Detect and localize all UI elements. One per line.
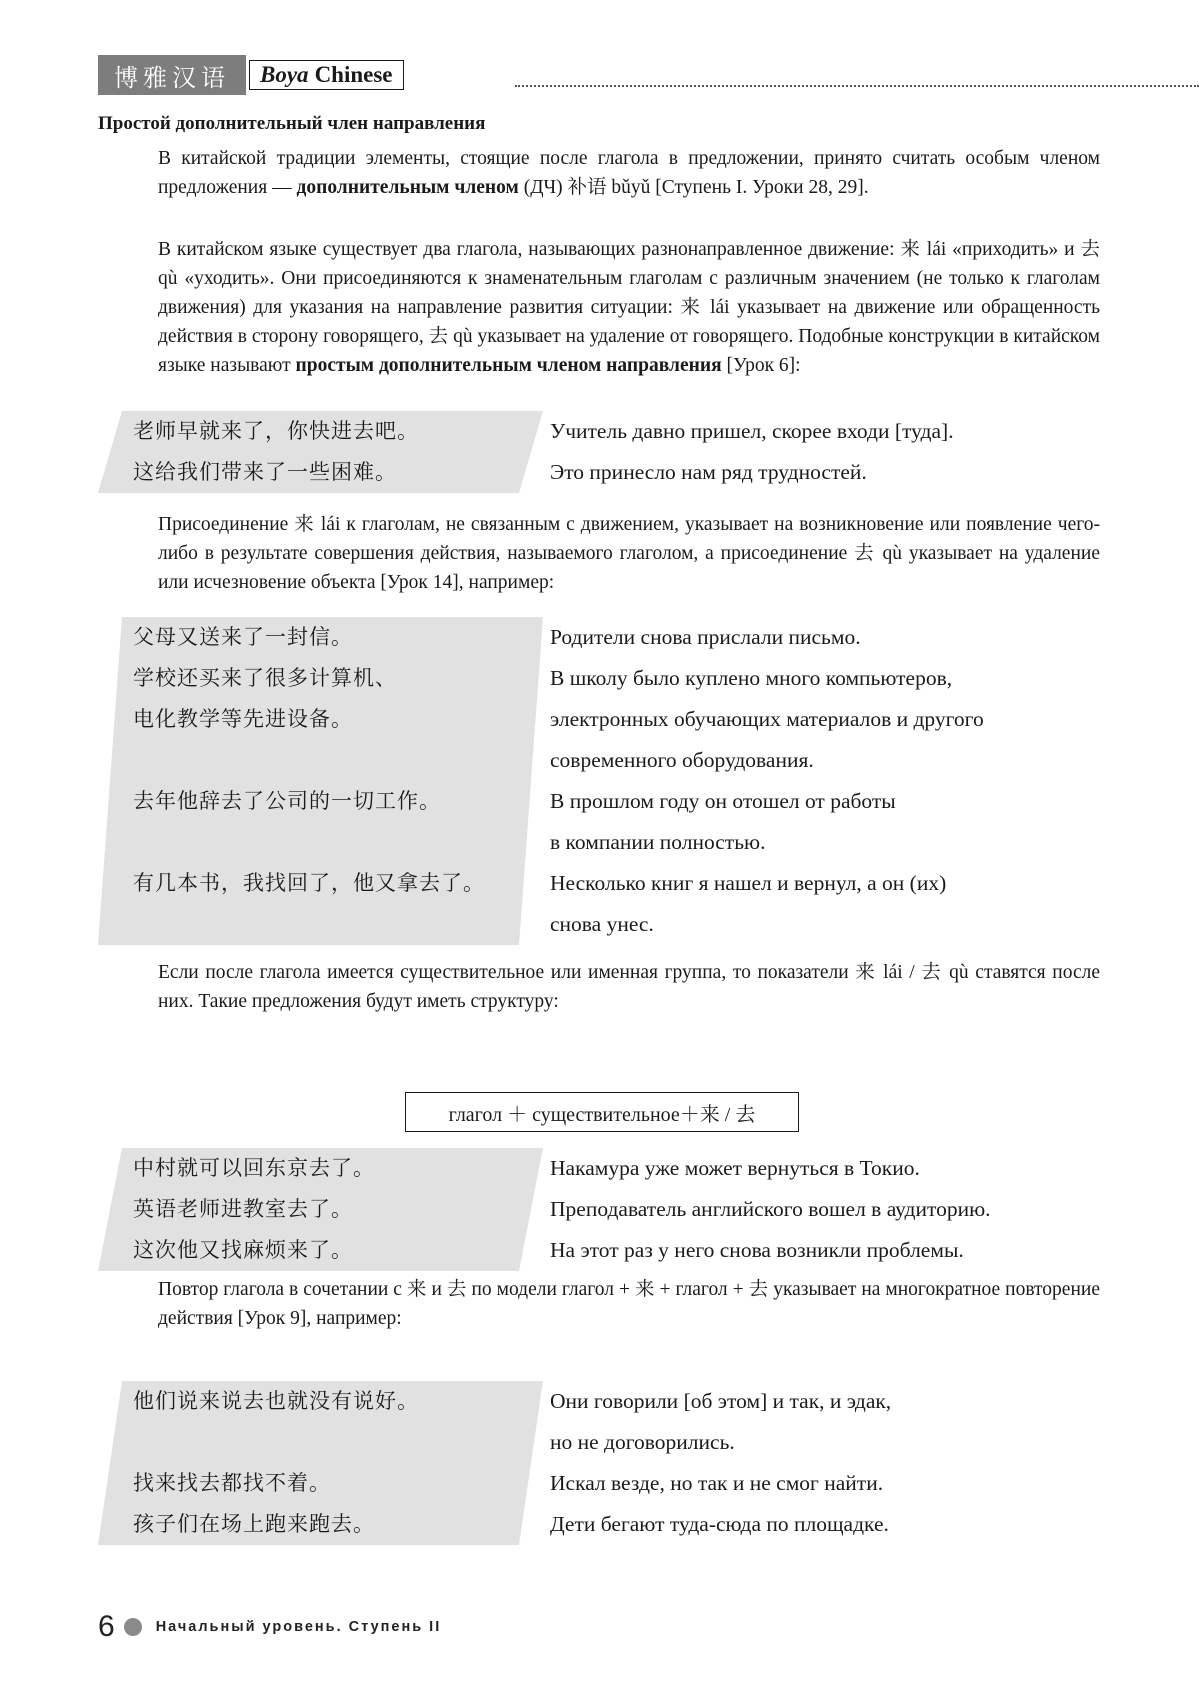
example-row: [98, 658, 1108, 781]
example-translation: [550, 1381, 1108, 1463]
translation-line: Учитель давно пришел, скорее входи [туда].: [550, 419, 954, 443]
example-row: [98, 411, 1108, 452]
example-block-1: [98, 411, 1108, 493]
translation-line: Искал везде, но так и не смог найти.: [550, 1471, 884, 1495]
example-translation: [550, 1504, 1108, 1545]
example-row: [98, 1463, 1108, 1504]
p1-text-2: (ДЧ) 补语 bǔyǔ [Ступень I. Уроки 28, 29].: [518, 177, 869, 198]
translation-line: Дети бегают туда-сюда по площадке.: [550, 1512, 889, 1536]
p1-text-1: В китайской традиции элементы, стоящие после глагола в предложении, принято считать особым членом предложения —: [158, 148, 1100, 198]
book-title-en: [249, 60, 404, 90]
example-chinese: 他们说来说去也就没有说好。: [133, 1389, 419, 1413]
example-translation: [550, 1189, 1108, 1230]
structure-formula: глагол ＋ существительное＋来 / 去: [405, 1092, 799, 1132]
example-translation: [550, 617, 1108, 658]
translation-line: но не договорились.: [550, 1430, 735, 1454]
example-row: [98, 1504, 1108, 1545]
example-translation: [550, 411, 1108, 452]
book-title-en-rest: Chinese: [314, 62, 393, 87]
example-translation: [550, 1230, 1108, 1271]
example-row: [98, 617, 1108, 658]
translation-line: На этот раз у него снова возникли проблемы.: [550, 1238, 964, 1262]
example-translation: [550, 781, 1108, 863]
p2-bold: простым дополнительным членом направления: [295, 355, 722, 376]
translation-line: Родители снова прислали письмо.: [550, 625, 861, 649]
example-chinese: 老师早就来了，你快进去吧。: [133, 419, 419, 443]
example-chinese: 这次他又找麻烦来了。: [133, 1238, 353, 1262]
p2-text-2: [Урок 6]:: [721, 355, 801, 376]
example-translation: [550, 1463, 1108, 1504]
example-row: [98, 1230, 1108, 1271]
example-block-3: [98, 1148, 1108, 1271]
paragraph-2: [158, 235, 1100, 380]
page-number: 6: [98, 1610, 115, 1643]
footer-dot-icon: [124, 1618, 142, 1636]
example-row: [98, 1381, 1108, 1463]
translation-line: В школу было куплено много компьютеров,: [550, 666, 953, 690]
example-chinese: 找来找去都找不着。: [133, 1471, 331, 1495]
example-chinese: 去年他辞去了公司的一切工作。: [133, 789, 441, 813]
page-header: [98, 55, 1199, 95]
footer-label: Начальный уровень. Ступень II: [155, 1619, 442, 1635]
header-dotted-rule: [515, 85, 1199, 87]
example-row: [98, 452, 1108, 493]
translation-line: Это принесло нам ряд трудностей.: [550, 460, 867, 484]
translation-line: Несколько книг я нашел и вернул, а он (их): [550, 871, 947, 895]
example-chinese: 学校还买来了很多计算机、 电化教学等先进设备。: [133, 666, 397, 731]
translation-line: Преподаватель английского вошел в аудиторию.: [550, 1197, 991, 1221]
translation-line: электронных обучающих материалов и другого: [550, 707, 984, 731]
paragraph-1: [158, 144, 1100, 202]
book-title-en-italic: Boya: [260, 62, 309, 87]
translation-line: в компании полностью.: [550, 830, 766, 854]
example-translation: [550, 863, 1108, 945]
example-translation: [550, 452, 1108, 493]
example-chinese: 有几本书，我找回了，他又拿去了。: [133, 871, 485, 895]
translation-line: снова унес.: [550, 912, 654, 936]
example-translation: [550, 1148, 1108, 1189]
example-block-2: [98, 617, 1108, 945]
example-chinese: 中村就可以回东京去了。: [133, 1156, 375, 1180]
translation-line: современного оборудования.: [550, 748, 814, 772]
example-block-4: [98, 1381, 1108, 1545]
translation-line: Накамура уже может вернуться в Токио.: [550, 1156, 920, 1180]
paragraph-5: Повтор глагола в сочетании с 来 и 去 по модели глагол + 来 + глагол + 去 указывает на многократное повторение действия [Урок 9], например:: [158, 1279, 1100, 1329]
book-title-cn: 博雅汉语: [98, 55, 246, 95]
example-row: [98, 1189, 1108, 1230]
paragraph-4: Если после глагола имеется существительное или именная группа, то показатели 来 lái / 去 qù ставятся после них. Такие предложения будут иметь структуру:: [158, 962, 1100, 1012]
paragraph-3: Присоединение 来 lái к глаголам, не связанным с движением, указывает на возникновение или появление чего-либо в результате совершения действия, называемого глаголом, а присоединение 去 qù указывает на удаление или исчезновение объекта [Урок 14], например:: [158, 514, 1100, 593]
example-chinese: 孩子们在场上跑来跑去。: [133, 1512, 375, 1536]
example-chinese: 父母又送来了一封信。: [133, 625, 353, 649]
translation-line: В прошлом году он отошел от работы: [550, 789, 896, 813]
p2-text-1: В китайском языке существует два глагола, называющих разнонаправленное движение: 来 lái «приходить» и 去 qù «уходить». Они присоединяются к знаменательным глаголам с различным значением (не только к глаголам движения) для указания на направление развития ситуации: 来 lái указывает на движение или обращенность действия в сторону говорящего, 去 qù указывает на удаление от говорящего. Подобные конструкции в китайском языке называют: [158, 239, 1100, 376]
example-translation: [550, 658, 1108, 781]
p1-bold: дополнительным членом: [296, 177, 519, 198]
example-row: [98, 863, 1108, 945]
page-footer: [98, 1610, 441, 1644]
example-row: [98, 1148, 1108, 1189]
section-title: Простой дополнительный член направления: [98, 113, 486, 134]
example-chinese: 这给我们带来了一些困难。: [133, 460, 397, 484]
example-row: [98, 781, 1108, 863]
example-chinese: 英语老师进教室去了。: [133, 1197, 353, 1221]
translation-line: Они говорили [об этом] и так, и эдак,: [550, 1389, 892, 1413]
